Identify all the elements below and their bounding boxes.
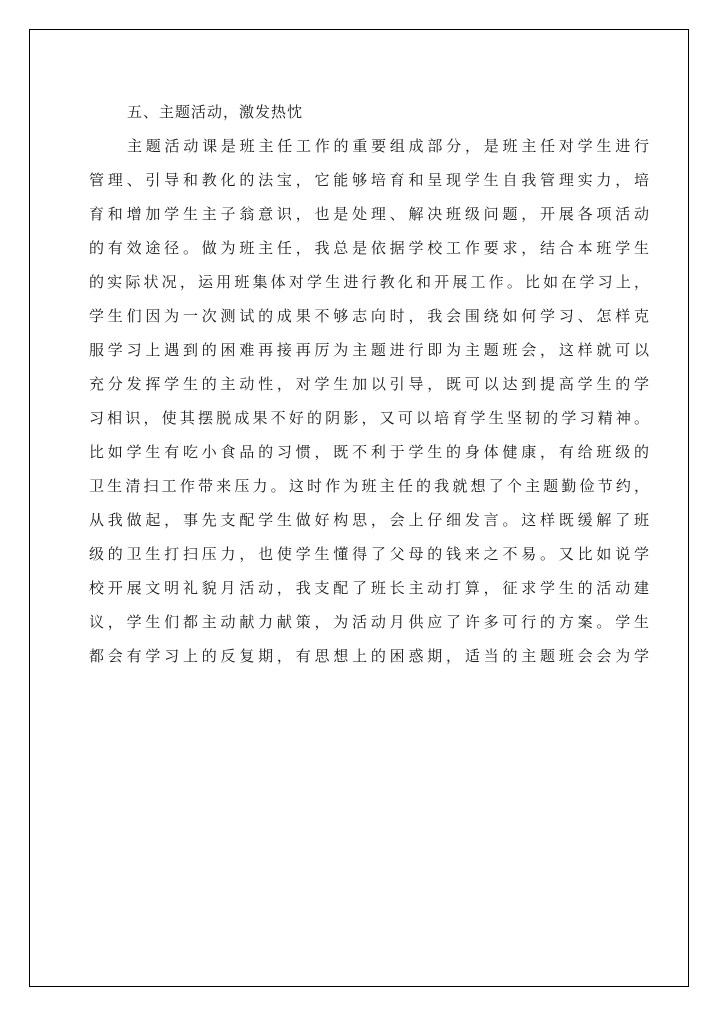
text-line: 从我做起，事先支配学生做好构思，会上仔细发言。这样既缓解了班 — [89, 511, 649, 529]
text-line: 都会有学习上的反复期，有思想上的困惑期，适当的主题班会会为学 — [89, 647, 649, 665]
text-line: 级的卫生打扫压力，也使学生懂得了父母的钱来之不易。又比如说学 — [89, 545, 649, 563]
text-line: 管理、引导和教化的法宝，它能够培育和呈现学生自我管理实力，培 — [89, 171, 649, 189]
text-line: 学生们因为一次测试的成果不够志向时，我会围绕如何学习、怎样克 — [89, 307, 649, 325]
text-line: 议，学生们都主动献力献策，为活动月供应了许多可行的方案。学生 — [89, 613, 649, 631]
text-line: 主题活动课是班主任工作的重要组成部分，是班主任对学生进行 — [127, 137, 649, 155]
text-line: 育和增加学生主子翁意识，也是处理、解决班级问题，开展各项活动 — [89, 205, 649, 223]
text-line: 充分发挥学生的主动性，对学生加以引导，既可以达到提高学生的学 — [89, 375, 649, 393]
text-line: 的实际状况，运用班集体对学生进行教化和开展工作。比如在学习上， — [89, 273, 649, 291]
text-line: 校开展文明礼貌月活动，我支配了班长主动打算，征求学生的活动建 — [89, 579, 649, 597]
text-line: 习相识，使其摆脱成果不好的阴影，又可以培育学生坚韧的学习精神。 — [89, 409, 649, 427]
paragraph — [89, 129, 649, 673]
text-line: 服学习上遇到的困难再接再厉为主题进行即为主题班会，这样就可以 — [89, 341, 649, 359]
text-line: 的有效途径。做为班主任，我总是依据学校工作要求，结合本班学生 — [89, 239, 649, 257]
text-line: 比如学生有吃小食品的习惯，既不利于学生的身体健康，有给班级的 — [89, 443, 649, 461]
text-line: 卫生清扫工作带来压力。这时作为班主任的我就想了个主题勤俭节约， — [89, 477, 649, 495]
section-heading: 五、主题活动，激发热忱 — [127, 103, 304, 121]
document-body — [89, 95, 649, 673]
